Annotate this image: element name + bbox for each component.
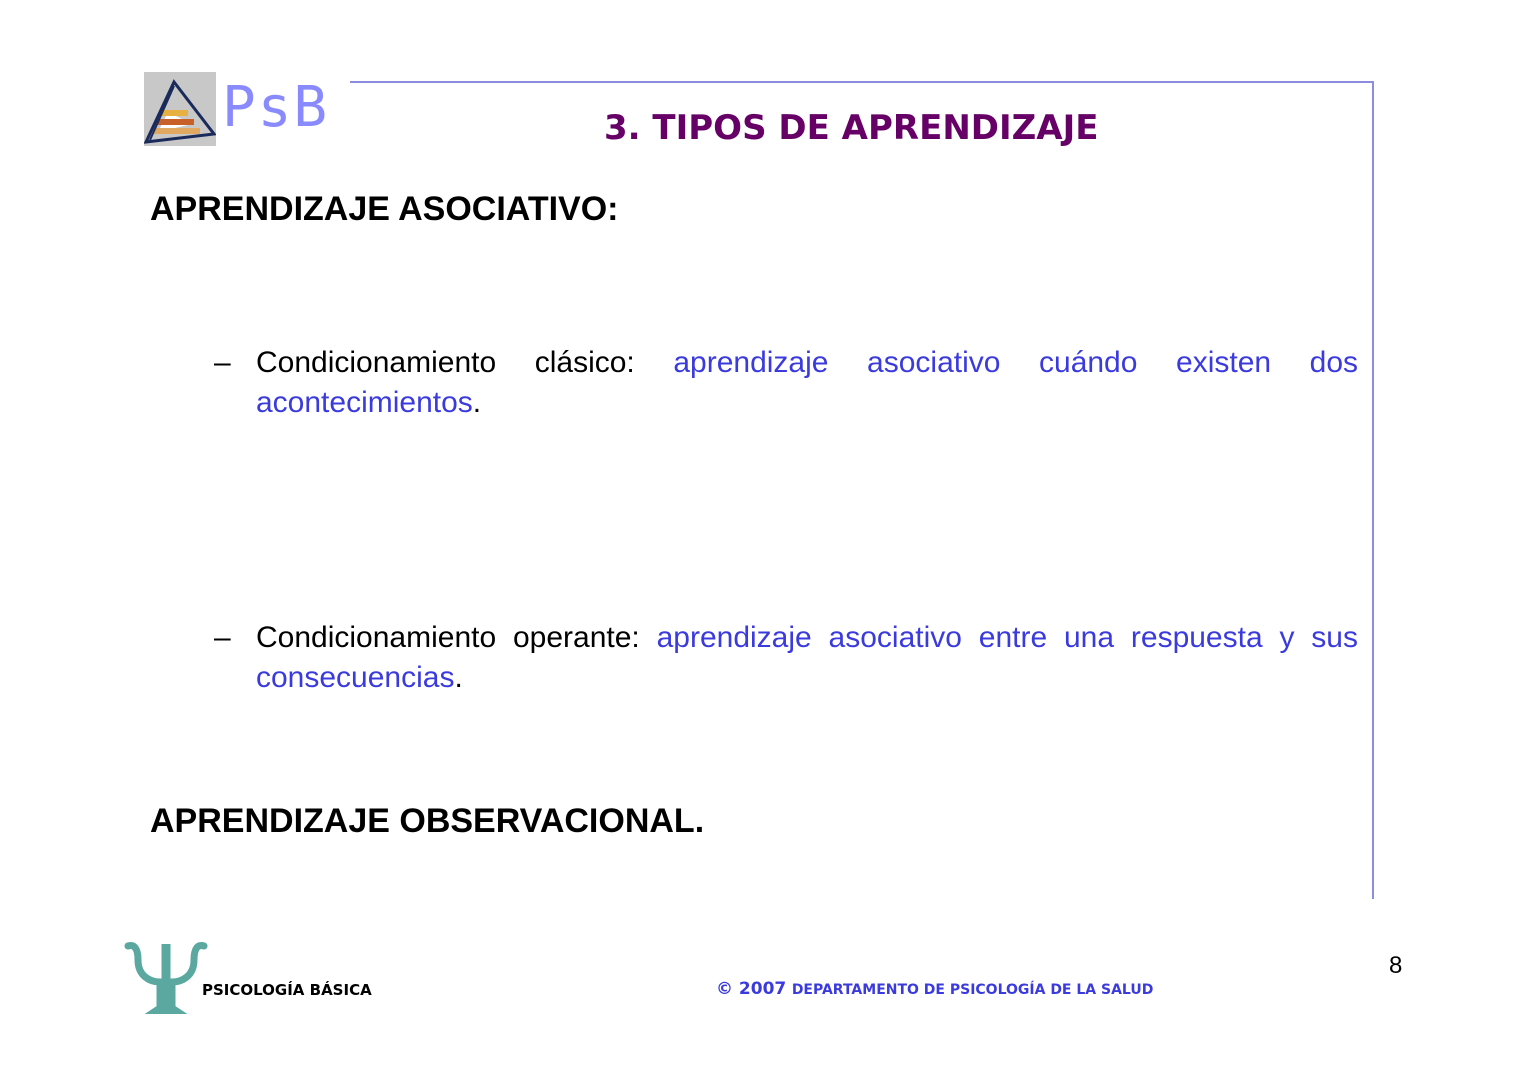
right-rule [1372,81,1374,899]
heading-associative: APRENDIZAJE ASOCIATIVO: [150,190,619,228]
bullet-term: Condicionamiento operante: [256,621,657,654]
footer-course: PSICOLOGÍA BÁSICA [202,981,372,999]
bullet-term: Condicionamiento clásico: [256,346,674,379]
page-number: 8 [1389,952,1403,979]
department-name: DEPARTAMENTO DE PSICOLOGÍA DE LA SALUD [791,982,1154,998]
pyramid-icon [144,72,216,146]
heading-observational: APRENDIZAJE OBSERVACIONAL. [150,802,705,840]
slide-title: 3. TIPOS DE APRENDIZAJE [604,108,1099,148]
bullet-end: . [472,386,482,419]
top-rule [350,81,1374,83]
bullet-definition: aprendizaje asociativo cuándo existen dos acontecimientos [256,346,1359,419]
footer-copyright [716,979,1153,999]
copyright-year: © 2007 [716,979,787,999]
bullet-dash: – [214,621,231,654]
bullet-end: . [454,661,463,694]
bullet-dash: – [214,346,231,379]
psb-logo [144,72,330,152]
bullet-definition: aprendizaje asociativo entre una respuesta y sus consecuencias [256,621,1358,694]
psi-symbol-icon [124,938,208,1014]
bullet-classical [214,343,1358,423]
bullet-operant [214,618,1358,698]
logo-text: PsB [222,75,330,140]
